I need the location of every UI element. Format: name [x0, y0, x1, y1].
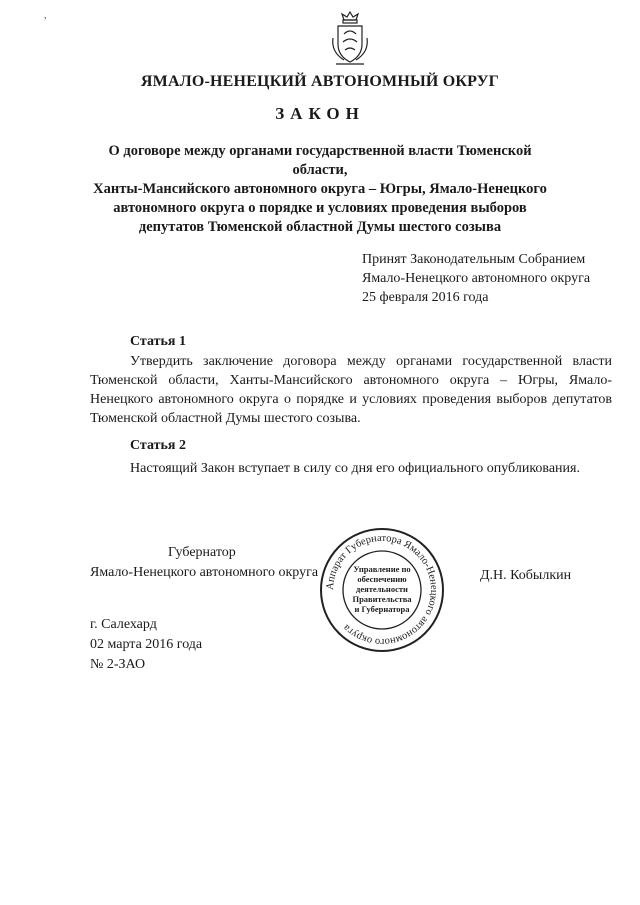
article-2-title: Статья 2 — [130, 438, 186, 453]
seal-center-line: Правительства — [352, 594, 412, 604]
margin-mark: , — [44, 10, 47, 21]
coat-of-arms-icon — [330, 8, 370, 68]
signatory-region: Ямало-Ненецкого автономного округа — [90, 565, 319, 580]
law-number: № 2-ЗАО — [90, 657, 146, 672]
seal-center-line: Управление по — [353, 564, 411, 574]
issue-date: 02 марта 2016 года — [90, 637, 203, 652]
adoption-date: 25 февраля 2016 года — [362, 290, 489, 305]
law-subject — [80, 142, 560, 237]
article-1-title: Статья 1 — [130, 334, 186, 349]
seal-center-line: и Губернатора — [354, 604, 410, 614]
region-title: ЯМАЛО-НЕНЕЦКИЙ АВТОНОМНЫЙ ОКРУГ — [140, 73, 500, 90]
subject-line: депутатов Тюменской областной Думы шестого созыва — [138, 219, 502, 235]
subject-line: автономного округа о порядке и условиях проведения выборов — [113, 200, 527, 216]
adoption-line: Принят Законодательным Собранием — [362, 252, 586, 267]
subject-line: Ханты-Мансийского автономного округа – Югры, Ямало-Ненецкого — [93, 181, 547, 197]
issue-place: г. Салехард — [90, 617, 157, 632]
subject-line: О договоре между органами государственной власти Тюменской области, — [108, 143, 532, 178]
signatory-title: Губернатор — [168, 545, 236, 560]
issue-details — [90, 615, 202, 675]
official-seal — [318, 526, 446, 654]
document-type: ЗАКОН — [275, 104, 365, 123]
article-2-text: Настоящий Закон вступает в силу со дня его официального опубликования. — [130, 461, 580, 476]
adoption-block — [362, 250, 590, 307]
signatory-name: Д.Н. Кобылкин — [480, 568, 572, 583]
adoption-line: Ямало-Ненецкого автономного округа — [362, 271, 591, 286]
seal-ring-text: Аппарат Губернатора Ямало-Ненецкого автономного округа — [324, 532, 440, 648]
article-1-text: Утвердить заключение договора между органами государственной власти Тюменской области, Ханты-Мансийского автономного округа – Югры, Ямало-Ненецкого автономного округа о порядке и условиях проведения выборов депутатов Тюменской областной Думы шестого созыва. — [90, 354, 612, 426]
seal-center-line: деятельности — [356, 584, 408, 594]
seal-center-line: обеспечению — [357, 574, 407, 584]
